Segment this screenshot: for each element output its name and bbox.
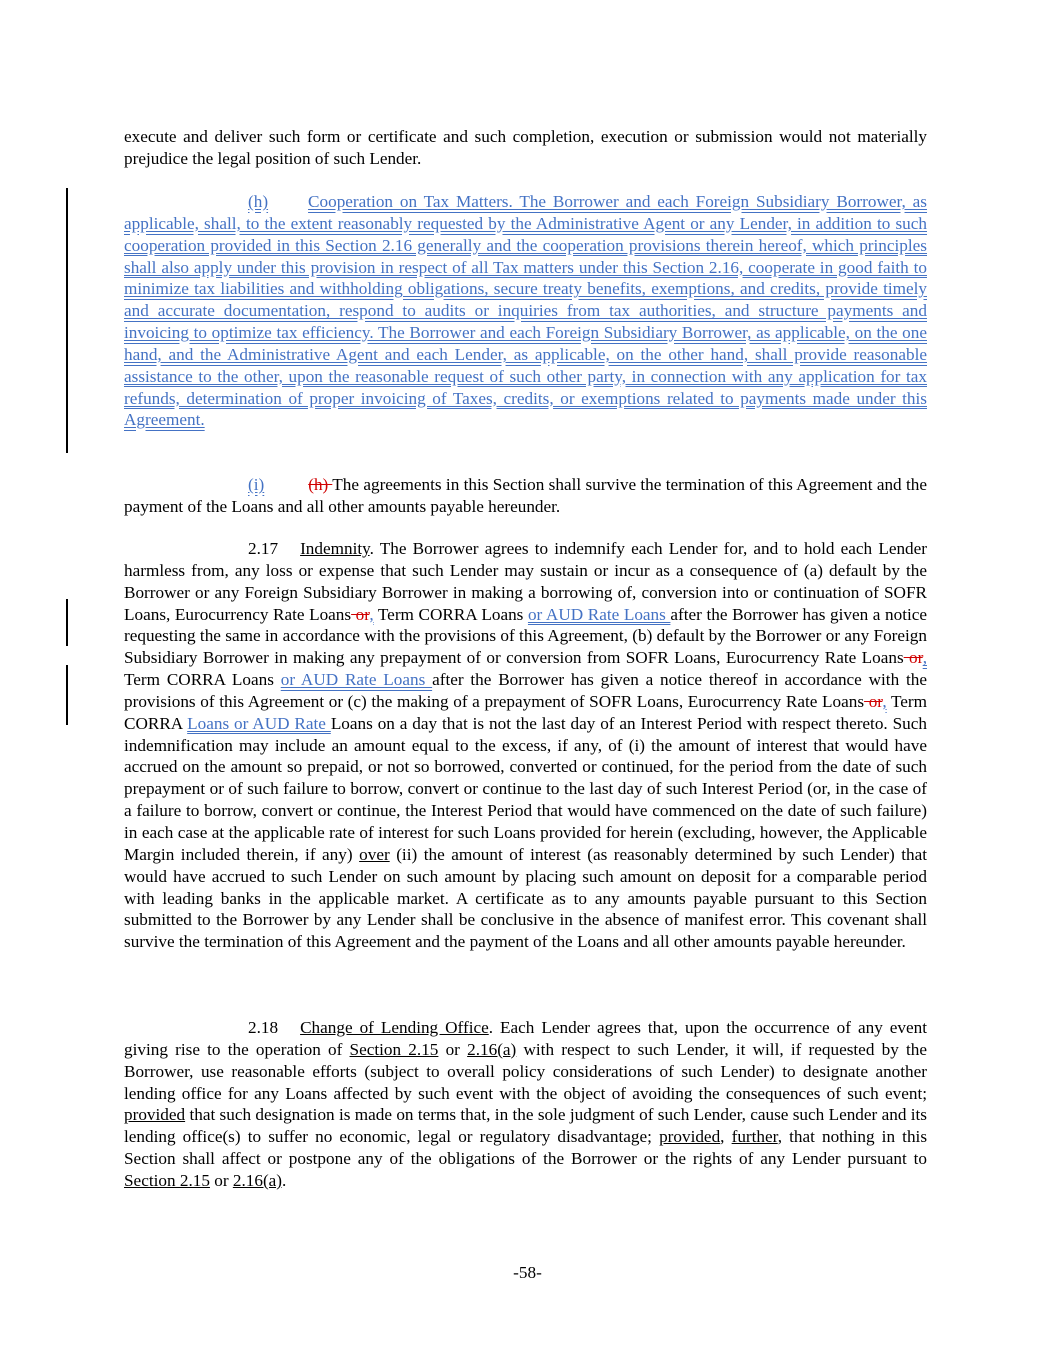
inserted-text: , — [882, 691, 887, 711]
over-term: over — [359, 844, 390, 864]
section-reference: 2.16(a) — [467, 1039, 517, 1059]
section-h-paragraph — [124, 191, 927, 431]
section-reference: 2.16(a) — [232, 1170, 283, 1190]
section-h-body: Cooperation on Tax Matters. The Borrower and each Foreign Subsidiary Borrower, as applicable, shall, to the extent reasonably requested by the Administrative Agent or any Lender, in addition to such cooperation provided in this Section 2.16 generally and the cooperation provisions therein hereof, which principles shall also apply under this provision in respect of all Tax matters under this Section 2.16, cooperate in good faith to minimize tax liabilities and withholding obligations, secure treaty benefits, exemptions, and credits, provide timely and accurate documentation, respond to audits or inquiries from tax authorities, and structure payments and invoicing to optimize tax efficiency. The Borrower and each Foreign Subsidiary Borrower, as applicable, on the one hand, and the Administrative Agent and each Lender, as applicable, on the other hand, shall provide reasonable assistance to the other, upon the reasonable request of such other party, in connection with any application for tax refunds, determination of proper invoicing of Taxes, credits, or exemptions related to payments made under this Agreement. — [124, 192, 927, 430]
inserted-text: or AUD Rate Loans — [527, 604, 671, 624]
section-217-paragraph — [124, 538, 927, 953]
provided-term: provided — [659, 1127, 721, 1147]
section-reference: Section 2.15 — [349, 1039, 439, 1059]
section-217-text: Term CORRA Loans — [373, 604, 528, 624]
section-217-text: Term CORRA — [124, 691, 927, 733]
section-217-title: Indemnity — [300, 539, 370, 558]
section-218-title: Change of Lending Office — [300, 1018, 489, 1037]
section-217-text: Loans on a day that is not the last day of an Interest Period with respect thereto. Such indemnification may include an amount equal to the excess, if any, of (i) the amount of interest that would have accrued on the amount so prepaid, or not so borrowed, converted or continued, for the period from the date of such prepayment or of such failure to borrow, convert or continue to the last day of such Interest Period (or, in the case of a failure to borrow, convert or continue, the Interest Period that would have commenced on the date of such failure) in each case at the applicable rate of interest for such Loans provided for herein (excluding, however, the Applicable Margin included therein, if any) — [124, 713, 927, 864]
section-218-number: 2.18 — [248, 1018, 279, 1037]
section-h-label: (h) — [248, 192, 269, 211]
section-218-text: . Each Lender agrees that, upon the occurrence of any event giving rise to the operation of — [124, 1018, 927, 1059]
inserted-text: Loans or AUD Rate — [187, 713, 331, 733]
section-217-text: after the Borrower has given a notice thereof in accordance with the provisions of this Agreement or (c) the making of a prepayment of SOFR Loans, Eurocurrency Rate Loans — [124, 670, 927, 711]
section-218-text: that such designation is made on terms that, in the sole judgment of such Lender, cause such Lender and its lending office(s) to suffer no economic, legal or regulatory disadvantage; — [124, 1105, 927, 1147]
change-bar — [66, 599, 68, 646]
section-i-label: (i) — [248, 475, 265, 494]
further-term: further — [731, 1127, 778, 1147]
page-number: -58- — [513, 1263, 542, 1282]
continuation-paragraph — [124, 126, 927, 170]
section-218-text: , — [720, 1127, 732, 1147]
continuation-text: execute and deliver such form or certificate and such completion, execution or submission would not materially prejudice the legal position of such Lender. — [124, 127, 927, 168]
deleted-text: or — [903, 648, 923, 668]
section-217-text: Term CORRA Loans — [124, 670, 281, 690]
section-217-text: . The Borrower agrees to indemnify each Lender for, and to hold each Lender harmless from, any loss or expense that such Lender may sustain or incur as a consequence of (a) default by the Borrower or any Foreign Subsidiary Borrower in making a borrowing of, conversion into or continuation of SOFR Loans, Eurocurrency Rate Loans — [124, 539, 927, 624]
section-218-paragraph — [124, 1017, 927, 1192]
deleted-text: or — [864, 691, 883, 711]
section-218-text: , that nothing in this Section shall affect or postpone any of the obligations of the Borrower or the rights of any Lender pursuant to — [124, 1127, 928, 1169]
provided-term: provided — [124, 1105, 186, 1125]
section-218-text: or — [209, 1170, 233, 1190]
section-217-text: after the Borrower has given a notice requesting the same in accordance with the provisions of this Agreement, (b) default by the Borrower or any Foreign Subsidiary Borrower in making any prepayment of or conversion from SOFR Loans, Eurocurrency Rate Loans — [124, 604, 928, 668]
section-218-text: or — [438, 1039, 468, 1059]
inserted-text: , — [369, 604, 374, 624]
deleted-text: or — [351, 604, 370, 624]
section-i-deleted-label: (h) — [308, 475, 333, 494]
section-reference: Section 2.15 — [124, 1170, 210, 1190]
change-bar — [66, 188, 68, 453]
section-218-text: with respect to such Lender, it will, if requested by the Borrower, use reasonable efforts (subject to overall policy considerations of such Lender) to designate another lending office for any Loans affected by such event with the object of avoiding the consequences of such event; — [124, 1039, 927, 1103]
section-i-paragraph — [124, 474, 927, 518]
change-bar — [66, 665, 68, 725]
inserted-text: , — [922, 648, 927, 668]
section-i-body: The agreements in this Section shall survive the termination of this Agreement and the payment of the Loans and all other amounts payable hereunder. — [124, 475, 927, 516]
section-217-number: 2.17 — [248, 539, 279, 558]
section-218-text: . — [282, 1170, 287, 1190]
inserted-text: or AUD Rate Loans — [280, 670, 433, 690]
section-217-text: (ii) the amount of interest (as reasonably determined by such Lender) that would have accrued to such Lender on such amount by placing such amount on deposit for a comparable period with leading banks in the applicable market. A certificate as to any amounts payable pursuant to this Section submitted to the Borrower by any Lender shall be conclusive in the absence of manifest error. This covenant shall survive the termination of this Agreement and the payment of the Loans and all other amounts payable hereunder. — [124, 844, 927, 952]
